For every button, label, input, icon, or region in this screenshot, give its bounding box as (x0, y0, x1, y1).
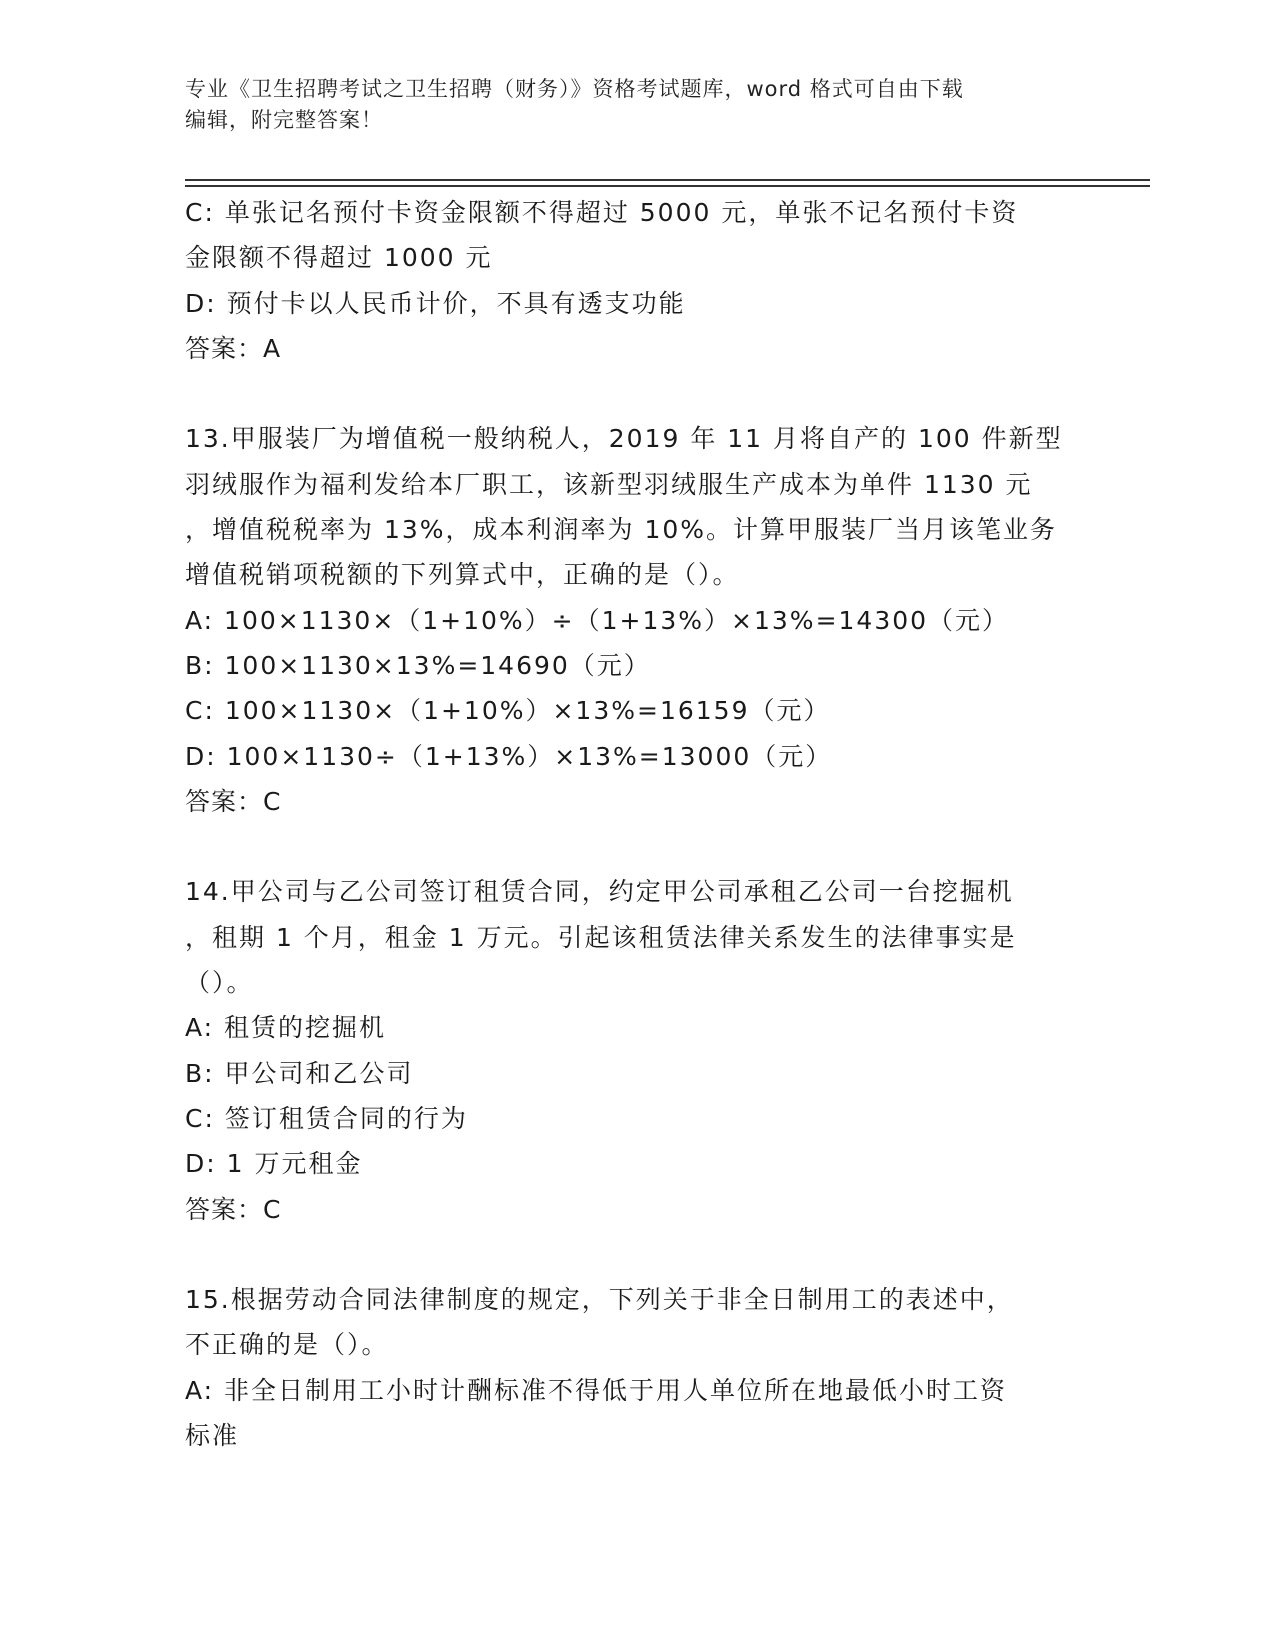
header-divider-top (185, 179, 1150, 181)
header-divider-bottom (185, 185, 1150, 187)
q13-stem-line-1: 13.甲服装厂为增值税一般纳税人，2019 年 11 月将自产的 100 件新型 (185, 424, 1063, 454)
q15-option-a-line-1: A: 非全日制用工小时计酬标准不得低于用人单位所在地最低小时工资 (185, 1375, 1008, 1405)
q14-answer: 答案：C (185, 1194, 282, 1224)
spacer (185, 1232, 1085, 1277)
q13-answer: 答案：C (185, 786, 282, 816)
prev-answer: 答案：A (185, 333, 282, 363)
q13-option-d: D: 100×1130÷（1+13%）×13%=13000（元） (185, 741, 833, 771)
q13-stem-line-3: ，增值税税率为 13%，成本利润率为 10%。计算甲服装厂当月该笔业务 (185, 515, 1058, 545)
q14-option-c: C: 签订租赁合同的行为 (185, 1103, 468, 1133)
prev-option-c-line-1: C: 单张记名预付卡资金限额不得超过 5000 元，单张不记名预付卡资 (185, 198, 1019, 227)
q14-stem-line-1: 14.甲公司与乙公司签订租赁合同，约定甲公司承租乙公司一台挖掘机 (185, 877, 1014, 907)
q14-option-d: D: 1 万元租金 (185, 1149, 363, 1179)
q13-option-b: B: 100×1130×13%=14690（元） (185, 650, 651, 680)
q13-option-c: C: 100×1130×（1+10%）×13%=16159（元） (185, 696, 831, 726)
header-line-2: 编辑，附完整答案！ (185, 108, 383, 132)
prev-option-d: D: 预付卡以人民币计价，不具有透支功能 (185, 288, 686, 318)
document-body (185, 190, 1085, 1458)
document-header (185, 74, 1085, 136)
q14-option-a: A: 租赁的挖掘机 (185, 1013, 387, 1043)
q13-stem-line-4: 增值税销项税额的下列算式中，正确的是（）。 (185, 560, 740, 590)
q13-option-a: A: 100×1130×（1+10%）÷（1+13%）×13%=14300（元） (185, 605, 1010, 635)
q14-stem-line-2: ，租期 1 个月，租金 1 万元。引起该租赁法律关系发生的法律事实是 (185, 922, 1017, 952)
q14-stem-line-3: （）。 (185, 968, 254, 998)
prev-option-c-line-2: 金限额不得超过 1000 元 (185, 243, 493, 273)
q15-stem-line-1: 15.根据劳动合同法律制度的规定，下列关于非全日制用工的表述中， (185, 1285, 1014, 1315)
header-line-1: 专业《卫生招聘考试之卫生招聘（财务）》资格考试题库，word 格式可自由下载 (185, 77, 964, 101)
q14-option-b: B: 甲公司和乙公司 (185, 1058, 414, 1088)
q13-stem-line-2: 羽绒服作为福利发给本厂职工，该新型羽绒服生产成本为单件 1130 元 (185, 469, 1033, 499)
spacer (185, 371, 1085, 416)
q15-stem-line-2: 不正确的是（）。 (185, 1330, 389, 1360)
q15-option-a-line-2: 标准 (185, 1421, 240, 1451)
spacer (185, 824, 1085, 869)
